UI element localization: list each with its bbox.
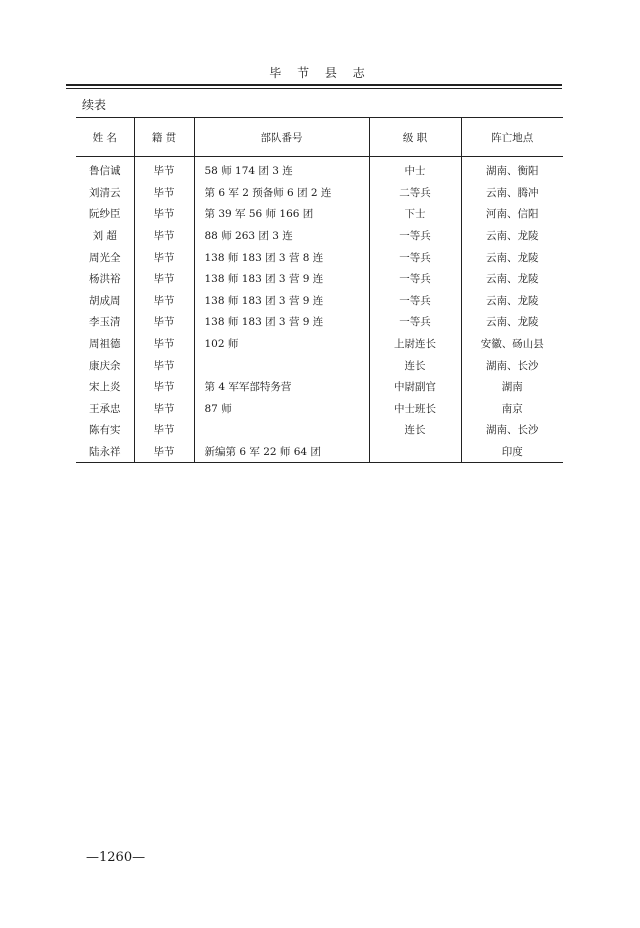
header-rule-thin — [66, 88, 562, 89]
cell-name: 康庆余 — [89, 359, 121, 372]
cell-unit: 87 师 — [194, 398, 369, 420]
cell-rank: 一等兵 — [369, 290, 461, 312]
cell-rank: 中士班长 — [369, 398, 461, 420]
page-number: —1260— — [86, 850, 146, 865]
table-row — [76, 398, 563, 420]
cell-death-place: 湖南 — [461, 376, 563, 398]
cell-death-place: 湖南、长沙 — [461, 419, 563, 441]
cell-unit: 138 师 183 团 3 营 8 连 — [194, 246, 369, 268]
cell-name: 鲁信诚 — [89, 165, 121, 178]
cell-death-place: 安徽、砀山县 — [461, 333, 563, 355]
table-row — [76, 225, 563, 247]
cell-name: 周光全 — [89, 251, 121, 264]
table-row — [76, 157, 563, 182]
cell-rank: 连长 — [369, 354, 461, 376]
cell-name: 李玉清 — [89, 316, 121, 329]
cell-name: 陆永祥 — [76, 441, 134, 463]
header-unit: 部队番号 — [194, 118, 369, 157]
cell-rank: 二等兵 — [369, 182, 461, 204]
cell-rank: 上尉连长 — [369, 333, 461, 355]
header-death-place: 阵亡地点 — [461, 118, 563, 157]
table-row — [76, 246, 563, 268]
header-rule-thick — [66, 84, 562, 86]
cell-death-place: 云南、龙陵 — [461, 268, 563, 290]
cell-rank: 连长 — [369, 419, 461, 441]
cell-native-place: 毕节 — [134, 225, 194, 247]
cell-unit: 102 师 — [194, 333, 369, 355]
cell-death-place: 河南、信阳 — [461, 203, 563, 225]
cell-name: 胡成周 — [89, 294, 121, 307]
continued-label: 续表 — [82, 98, 107, 112]
table-row — [76, 182, 563, 204]
cell-native-place: 毕节 — [134, 203, 194, 225]
cell-native-place: 毕节 — [134, 157, 194, 182]
header-name: 姓 名 — [76, 118, 134, 157]
cell-native-place: 毕节 — [134, 290, 194, 312]
cell-unit: 第 4 军军部特务营 — [194, 376, 369, 398]
cell-death-place: 湖南、长沙 — [461, 354, 563, 376]
cell-death-place: 云南、龙陵 — [461, 225, 563, 247]
cell-rank: 下士 — [369, 203, 461, 225]
table-row — [76, 333, 563, 355]
cell-unit: 138 师 183 团 3 营 9 连 — [194, 311, 369, 333]
cell-rank: 中士 — [369, 157, 461, 182]
casualty-table — [76, 117, 563, 463]
cell-native-place: 毕节 — [134, 311, 194, 333]
cell-death-place: 湖南、衡阳 — [461, 157, 563, 182]
table-row — [76, 311, 563, 333]
header-native-place: 籍 贯 — [134, 118, 194, 157]
cell-death-place: 云南、龙陵 — [461, 311, 563, 333]
cell-death-place: 云南、龙陵 — [461, 246, 563, 268]
cell-unit: 138 师 183 团 3 营 9 连 — [194, 290, 369, 312]
cell-native-place: 毕节 — [134, 354, 194, 376]
cell-unit — [194, 419, 369, 441]
cell-native-place: 毕节 — [134, 333, 194, 355]
cell-name: 王承忠 — [89, 402, 121, 415]
table-row — [76, 354, 563, 376]
cell-name: 刘 超 — [92, 230, 117, 243]
cell-unit: 58 师 174 团 3 连 — [194, 157, 369, 182]
cell-unit: 新编第 6 军 22 师 64 团 — [194, 441, 369, 463]
table-row — [76, 268, 563, 290]
cell-death-place: 南京 — [461, 398, 563, 420]
cell-name: 陈有实 — [89, 424, 121, 437]
cell-name: 刘清云 — [89, 186, 121, 199]
cell-death-place: 云南、龙陵 — [461, 290, 563, 312]
table-row — [76, 441, 563, 463]
table-body — [76, 157, 563, 463]
table-row — [76, 203, 563, 225]
cell-name: 周祖德 — [89, 338, 121, 351]
table-row — [76, 290, 563, 312]
cell-native-place: 毕节 — [134, 398, 194, 420]
cell-native-place: 毕节 — [134, 268, 194, 290]
cell-native-place: 毕节 — [134, 419, 194, 441]
cell-unit: 138 师 183 团 3 营 9 连 — [194, 268, 369, 290]
cell-rank: 一等兵 — [369, 246, 461, 268]
cell-native-place: 毕节 — [134, 182, 194, 204]
cell-name: 宋上炎 — [89, 381, 121, 394]
cell-native-place: 毕节 — [134, 246, 194, 268]
cell-rank: 一等兵 — [369, 311, 461, 333]
cell-rank: 一等兵 — [369, 225, 461, 247]
running-header: 毕 节 县 志 — [269, 66, 371, 80]
cell-unit: 第 6 军 2 预备师 6 团 2 连 — [194, 182, 369, 204]
cell-unit — [194, 354, 369, 376]
cell-death-place: 印度 — [461, 441, 563, 463]
cell-native-place: 毕节 — [134, 441, 194, 463]
cell-rank — [369, 441, 461, 463]
table-row — [76, 419, 563, 441]
cell-unit: 第 39 军 56 师 166 团 — [194, 203, 369, 225]
cell-rank: 一等兵 — [369, 268, 461, 290]
cell-name: 杨洪裕 — [89, 273, 121, 286]
cell-death-place: 云南、腾冲 — [461, 182, 563, 204]
cell-unit: 88 师 263 团 3 连 — [194, 225, 369, 247]
cell-rank: 中尉副官 — [369, 376, 461, 398]
cell-native-place: 毕节 — [134, 376, 194, 398]
cell-name: 阮纱臣 — [89, 208, 121, 221]
table-row — [76, 376, 563, 398]
table-header-row — [76, 118, 563, 157]
header-rank: 级 职 — [369, 118, 461, 157]
